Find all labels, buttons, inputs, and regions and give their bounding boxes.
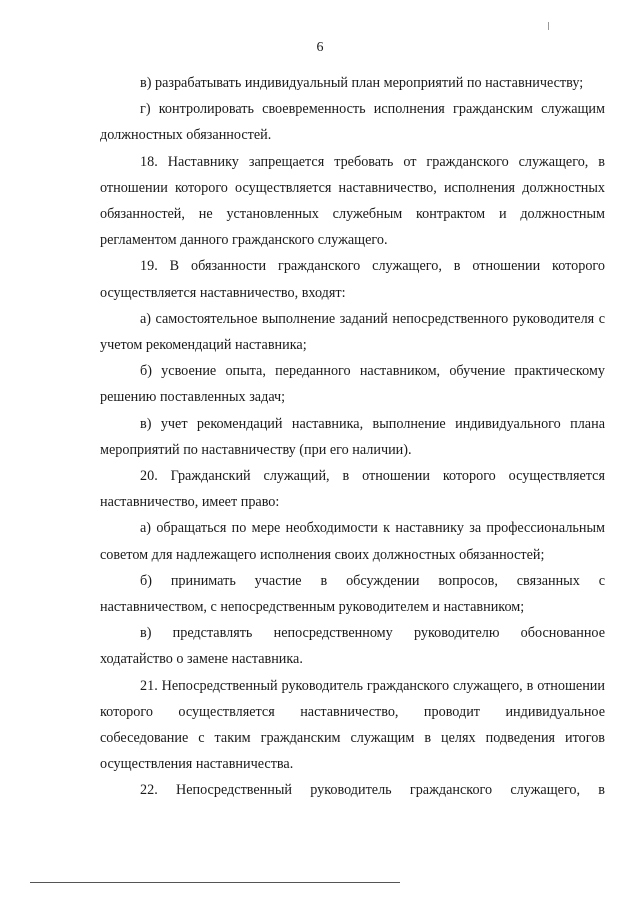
bottom-rule — [30, 882, 400, 883]
paragraph-19-v: в) учет рекомендаций наставника, выполнение индивидуального плана мероприятий по наставничеству (при его наличии). — [100, 415, 605, 458]
paragraph-v-plan: в) разрабатывать индивидуальный план мероприятий по наставничеству; — [140, 75, 584, 91]
scan-mark — [548, 22, 549, 30]
paragraph-19-a: а) самостоятельное выполнение заданий непосредственного руководителя с учетом рекомендаций наставника; — [100, 310, 605, 354]
paragraph-22: 22. Непосредственный руководитель гражданского служащего, в — [140, 782, 605, 799]
paragraph-19-b: б) усвоение опыта, переданного наставником, обучение практическому решению поставленных задач; — [100, 363, 605, 406]
page-number: 6 — [316, 40, 324, 55]
document-body — [100, 70, 605, 804]
paragraph-19: 19. В обязанности гражданского служащего, в отношении которого осуществляется наставничество, входят: — [100, 258, 605, 301]
paragraph-20-b: б) принимать участие в обсуждении вопросов, связанных с наставничеством, с непосредственным руководителем и наставником; — [100, 572, 605, 616]
paragraph-21: 21. Непосредственный руководитель гражданского служащего, в отношении которого осуществляется наставничество, проводит индивидуальное собеседование с таким гражданским служащим в целях подведения итогов осуществления наставничества. — [100, 677, 605, 773]
paragraph-20-a: а) обращаться по мере необходимости к наставнику за профессиональным советом для надлежащего исполнения своих должностных обязанностей; — [100, 520, 605, 563]
paragraph-18: 18. Наставнику запрещается требовать от гражданского служащего, в отношении которого осуществляется наставничество, исполнения должностных обязанностей, не установленных служебным контрактом и должностным регламентом данного гражданского служащего. — [100, 153, 605, 249]
paragraph-g-control: г) контролировать своевременность исполнения гражданским служащим должностных обязанностей. — [100, 101, 605, 144]
paragraph-20-v: в) представлять непосредственному руководителю обоснованное ходатайство о замене наставника. — [100, 625, 605, 668]
paragraph-20: 20. Гражданский служащий, в отношении которого осуществляется наставничество, имеет право: — [100, 468, 605, 511]
